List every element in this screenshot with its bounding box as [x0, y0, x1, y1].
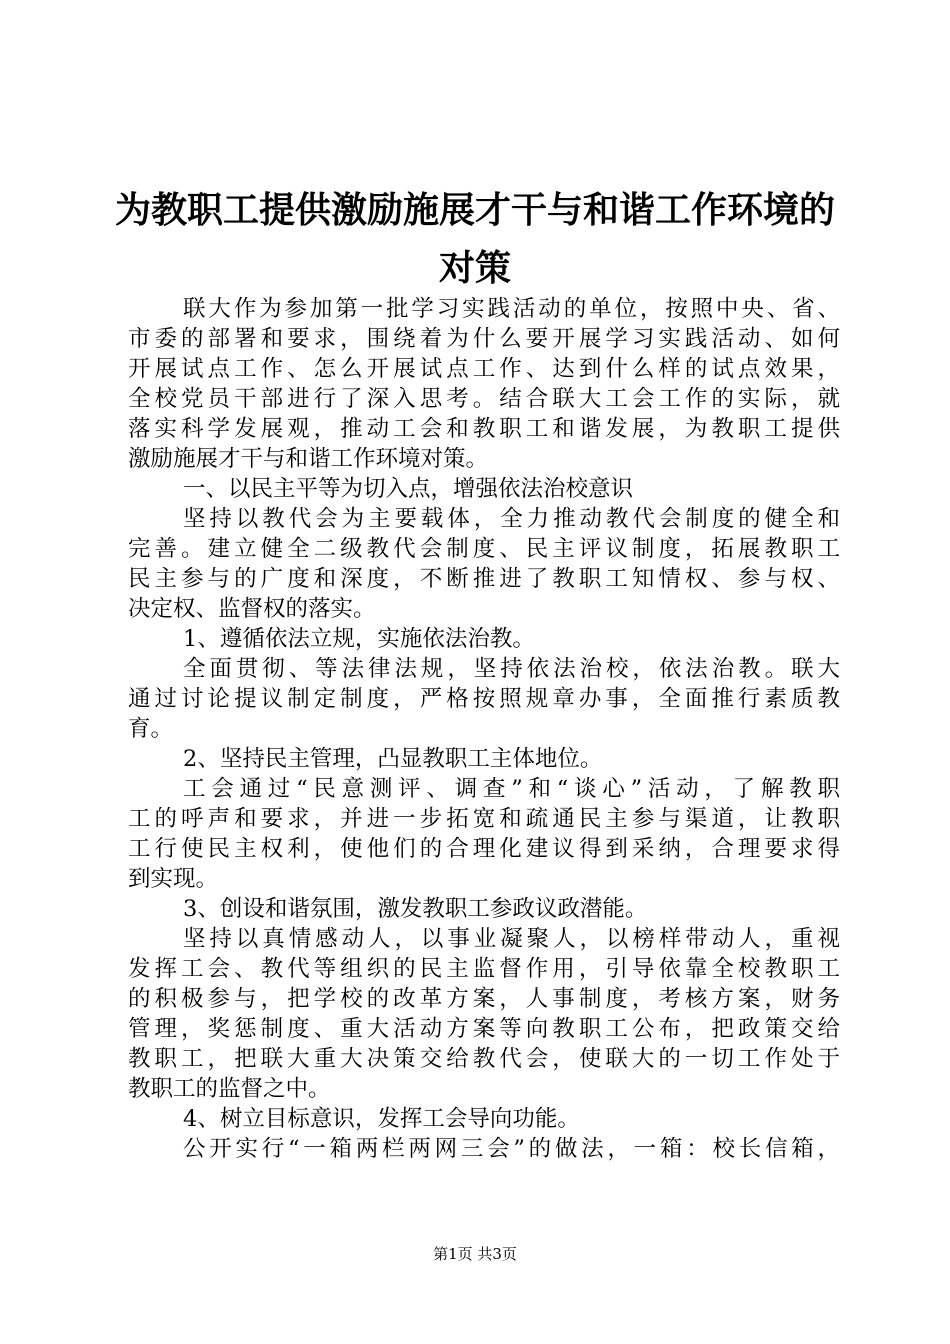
text-line: 通过讨论提议制定制度，严格按照规章办事，全面推行素质教: [128, 686, 840, 712]
text-line: 工的呼声和要求，并进一步拓宽和疏通民主参与渠道，让教职: [128, 806, 840, 832]
text-line: 联大作为参加第一批学习实践活动的单位，按照中央、省、: [183, 296, 840, 322]
text-line: 激励施展才干与和谐工作环境对策。: [128, 446, 489, 472]
text-line: 工行使民主权利，使他们的合理化建议得到采纳，合理要求得: [128, 836, 840, 862]
text-line: 教职工的监督之中。: [128, 1076, 331, 1102]
document-title-line-1: 为教职工提供激励施展才干与和谐工作环境的: [114, 189, 835, 231]
text-line: 市委的部署和要求，围绕着为什么要开展学习实践活动、如何: [128, 326, 840, 352]
text-line: 坚持以教代会为主要载体，全力推动教代会制度的健全和: [183, 506, 840, 532]
text-line: 工会通过“民意测评、调查”和“谈心”活动，了解教职: [183, 776, 840, 802]
subsection-heading: 1、遵循依法立规，实施依法治教。: [183, 626, 535, 652]
text-line: 到实现。: [128, 866, 219, 892]
page-footer: 第1页 共3页: [433, 1245, 517, 1263]
subsection-heading: 4、树立目标意识，发挥工会导向功能。: [183, 1106, 580, 1132]
section-heading: 一、以民主平等为切入点，增强依法治校意识: [183, 476, 634, 502]
text-line: 教职工，把联大重大决策交给教代会，使联大的一切工作处于: [128, 1046, 840, 1072]
text-line: 开展试点工作、怎么开展试点工作、达到什么样的试点效果，: [128, 356, 840, 382]
text-line: 全校党员干部进行了深入思考。结合联大工会工作的实际，就: [128, 386, 840, 412]
document-body: [128, 294, 840, 1164]
text-line: 育。: [128, 716, 174, 742]
text-line: 落实科学发展观，推动工会和教职工和谐发展，为教职工提供: [128, 416, 840, 442]
text-line: 民主参与的广度和深度，不断推进了教职工知情权、参与权、: [128, 566, 840, 592]
subsection-heading: 3、创设和谐氛围，激发教职工参政议政潜能。: [183, 896, 648, 922]
document-title-line-2: 对策: [438, 247, 511, 289]
text-line: 公开实行“一箱两栏两网三会”的做法，一箱：校长信箱，: [183, 1136, 840, 1162]
subsection-heading: 2、坚持民主管理，凸显教职工主体地位。: [183, 746, 603, 772]
text-line: 决定权、监督权的落实。: [128, 596, 376, 622]
text-line: 全面贯彻、等法律法规，坚持依法治校，依法治教。联大: [183, 656, 840, 682]
text-line: 管理，奖惩制度、重大活动方案等向教职工公布，把政策交给: [128, 1016, 840, 1042]
text-line: 完善。建立健全二级教代会制度、民主评议制度，拓展教职工: [128, 536, 840, 562]
text-line: 发挥工会、教代等组织的民主监督作用，引导依靠全校教职工: [128, 956, 840, 982]
text-line: 的积极参与，把学校的改革方案，人事制度，考核方案，财务: [128, 986, 840, 1012]
text-line: 坚持以真情感动人，以事业凝聚人，以榜样带动人，重视: [183, 926, 840, 952]
